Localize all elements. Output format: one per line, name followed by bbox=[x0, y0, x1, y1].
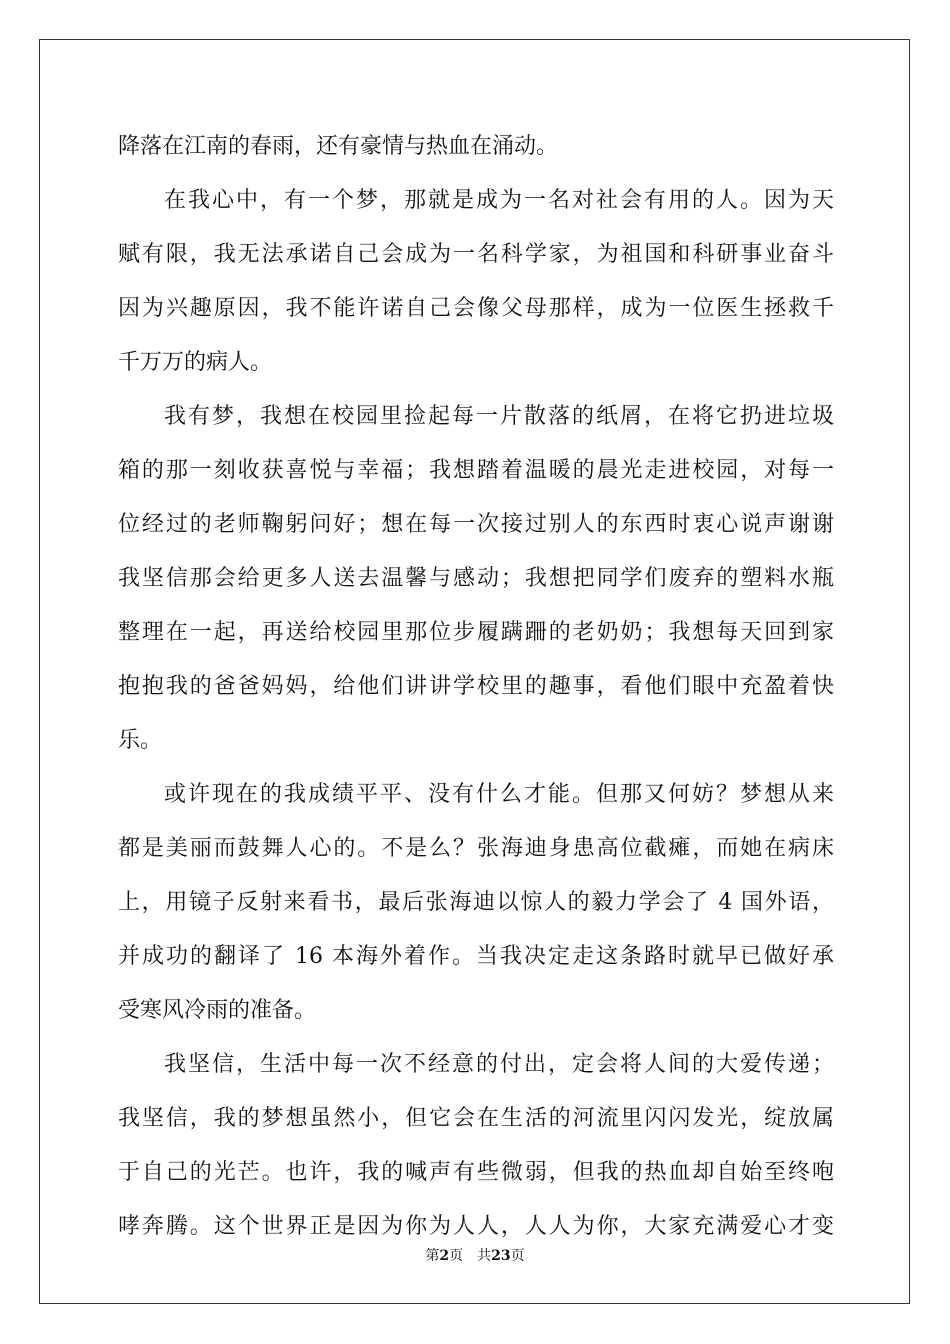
text-line: 上，用镜子反射来看书，最后张海迪以惊人的毅力学会了 4 国外语， bbox=[118, 890, 834, 915]
page-footer bbox=[0, 1246, 950, 1266]
text-line: 哮奔腾。这个世界正是因为你为人人，人人为你，大家充满爱心才变 bbox=[118, 1214, 834, 1239]
text-line: 千万万的病人。 bbox=[118, 350, 273, 375]
text-line: 我坚信，我的梦想虽然小，但它会在生活的河流里闪闪发光，绽放属 bbox=[118, 1106, 834, 1131]
text-line: 因为兴趣原因，我不能许诺自己会像父母那样，成为一位医生拯救千 bbox=[118, 296, 834, 321]
text-line: 我坚信那会给更多人送去温馨与感动；我想把同学们废弃的塑料水瓶 bbox=[118, 566, 834, 591]
text-line: 于自己的光芒。也许，我的喊声有些微弱，但我的热血却自始至终咆 bbox=[118, 1160, 834, 1185]
text-line: 并成功的翻译了 16 本海外着作。当我决定走这条路时就早已做好承 bbox=[118, 944, 834, 969]
text-line: 我坚信，生活中每一次不经意的付出，定会将人间的大爱传递； bbox=[164, 1052, 834, 1077]
document-body bbox=[118, 120, 834, 1254]
text-line: 乐。 bbox=[118, 728, 163, 753]
text-line: 或许现在的我成绩平平、没有什么才能。但那又何妨？梦想从来 bbox=[164, 782, 834, 807]
text-line: 赋有限，我无法承诺自己会成为一名科学家，为祖国和科研事业奋斗 bbox=[118, 242, 834, 267]
text-line: 都是美丽而鼓舞人心的。不是么？张海迪身患高位截瘫，而她在病床 bbox=[118, 836, 834, 861]
footer-page-mid: 页 共 bbox=[449, 1248, 492, 1264]
text-line: 抱抱我的爸爸妈妈，给他们讲讲学校里的趣事，看他们眼中充盈着快 bbox=[118, 674, 834, 699]
footer-page-suffix: 页 bbox=[510, 1248, 525, 1264]
text-line: 整理在一起，再送给校园里那位步履蹒跚的老奶奶；我想每天回到家 bbox=[118, 620, 834, 645]
footer-page-current: 2 bbox=[439, 1248, 450, 1264]
text-line: 箱的那一刻收获喜悦与幸福；我想踏着温暖的晨光走进校园，对每一 bbox=[118, 458, 834, 483]
text-line: 我有梦，我想在校园里捡起每一片散落的纸屑，在将它扔进垃圾 bbox=[164, 404, 834, 429]
text-line: 降落在江南的春雨，还有豪情与热血在涌动。 bbox=[118, 134, 559, 159]
text-line: 位经过的老师鞠躬问好；想在每一次接过别人的东西时衷心说声谢谢 bbox=[118, 512, 834, 537]
text-line: 受寒风冷雨的准备。 bbox=[118, 998, 317, 1023]
footer-page-total: 23 bbox=[491, 1248, 511, 1264]
text-line: 在我心中，有一个梦，那就是成为一名对社会有用的人。因为天 bbox=[164, 188, 834, 213]
footer-page-prefix: 第 bbox=[425, 1248, 440, 1264]
